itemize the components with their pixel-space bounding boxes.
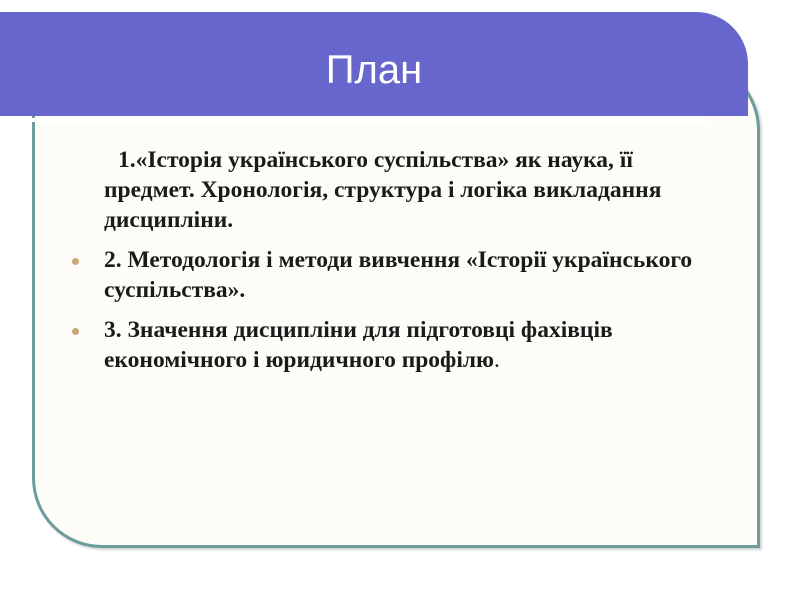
- list-item: [66, 315, 726, 375]
- list-item-text: 2. Методологія і методи вивчення «Історії українського суспільства».: [104, 247, 693, 303]
- trailing-period: .: [494, 347, 500, 373]
- title-bar: [0, 12, 748, 116]
- plan-list: [66, 145, 726, 385]
- list-item: [66, 245, 726, 305]
- slide-title: План: [325, 48, 423, 92]
- title-underline: [0, 118, 710, 122]
- list-item: [66, 145, 726, 235]
- list-item-text: 3. Значення дисципліни для підготовці фахівців економічного і юридичного профілю.: [104, 317, 613, 373]
- list-item-text: 1.«Історія українського суспільства» як наука, її предмет. Хронологія, структура і логіка викладання дисципліни.: [104, 147, 662, 233]
- bullet-icon: [72, 328, 79, 335]
- bullet-icon: [72, 258, 79, 265]
